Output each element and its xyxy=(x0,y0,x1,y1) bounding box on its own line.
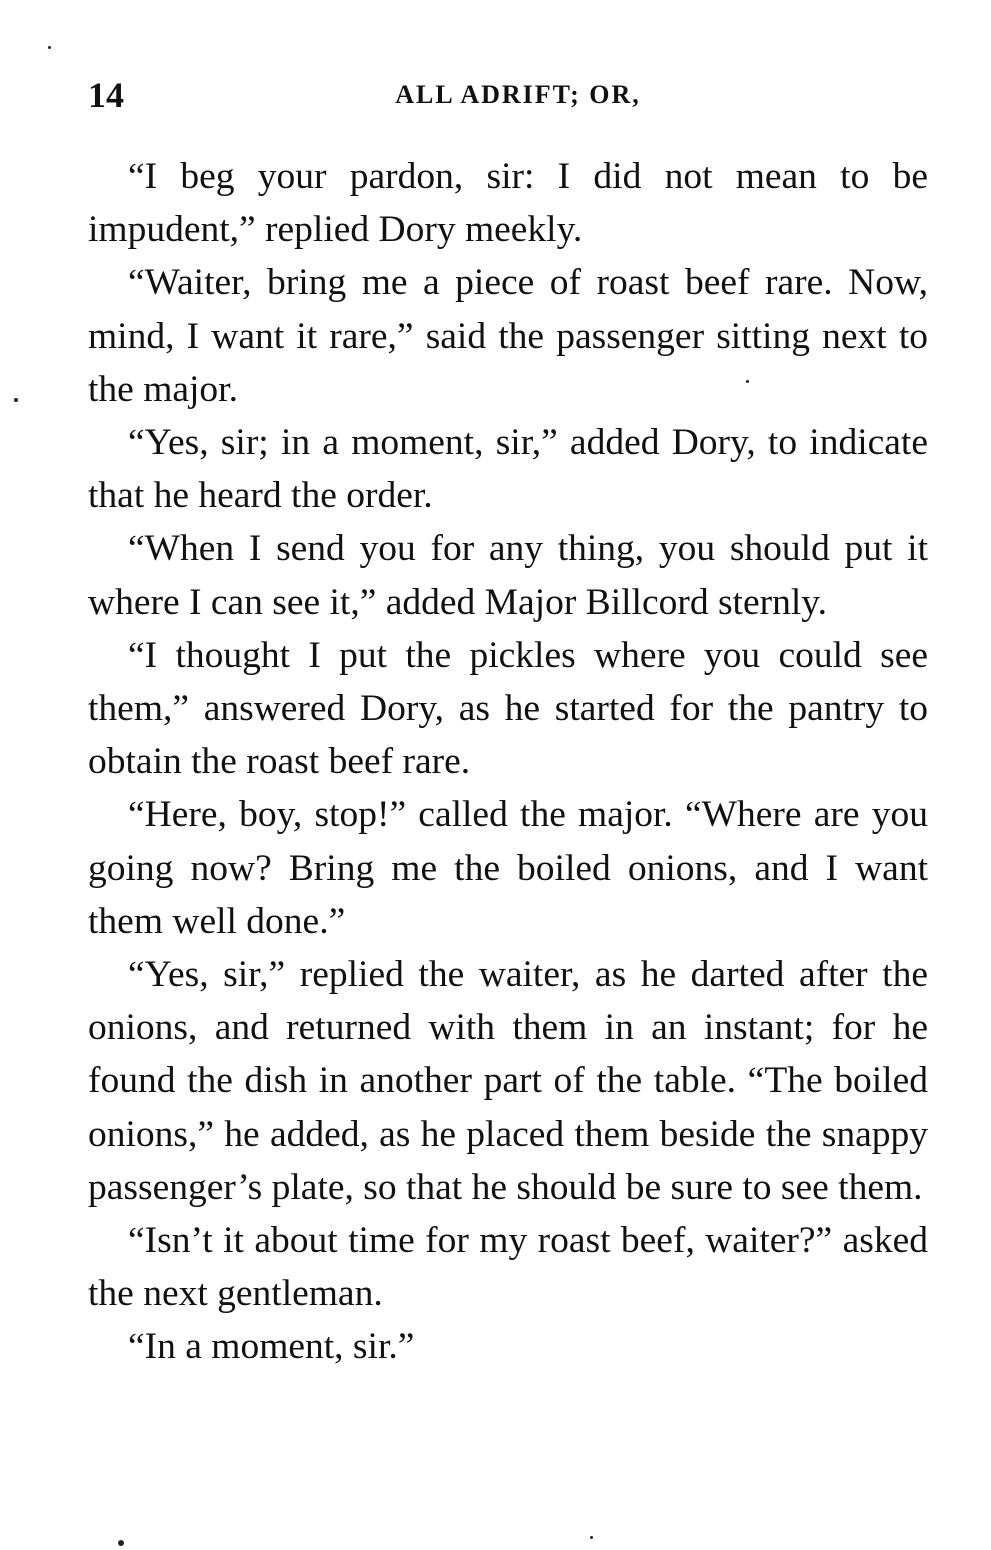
paragraph: “Yes, sir,” replied the waiter, as he darted after the onions, and returned with them in an instant; for he found the dish in another part of the table. “The boiled onions,” he added, as he placed them beside the snappy passenger’s plate, so that he should be sure to see them. xyxy=(88,954,928,1208)
running-head: ALL ADRIFT; OR, xyxy=(395,80,641,109)
paragraph: “In a moment, sir.” xyxy=(128,1326,415,1368)
speck xyxy=(48,46,51,49)
speck xyxy=(746,380,749,383)
paragraph: “Waiter, bring me a piece of roast beef rare. Now, mind, I want it rare,” said the passenger sitting next to the major. xyxy=(88,262,928,410)
paragraph: “I beg your pardon, sir: I did not mean to be impudent,” replied Dory meekly. xyxy=(88,156,928,251)
body-text xyxy=(88,150,928,1374)
paragraph: “When I send you for any thing, you should put it where I can see it,” added Major Billcord sternly. xyxy=(88,528,928,623)
paragraph: “Here, boy, stop!” called the major. “Where are you going now? Bring me the boiled onions, and I want them well done.” xyxy=(88,794,928,942)
paragraph: “Yes, sir; in a moment, sir,” added Dory, to indicate that he heard the order. xyxy=(88,422,928,517)
speck xyxy=(590,1536,593,1539)
paragraph: “Isn’t it about time for my roast beef, waiter?” asked the next gentleman. xyxy=(88,1220,928,1315)
speck xyxy=(118,1540,124,1546)
speck xyxy=(14,398,18,402)
page-header xyxy=(88,70,928,120)
paragraph: “I thought I put the pickles where you could see them,” answered Dory, as he started for the pantry to obtain the roast beef rare. xyxy=(88,634,928,783)
page-number: 14 xyxy=(88,75,124,115)
